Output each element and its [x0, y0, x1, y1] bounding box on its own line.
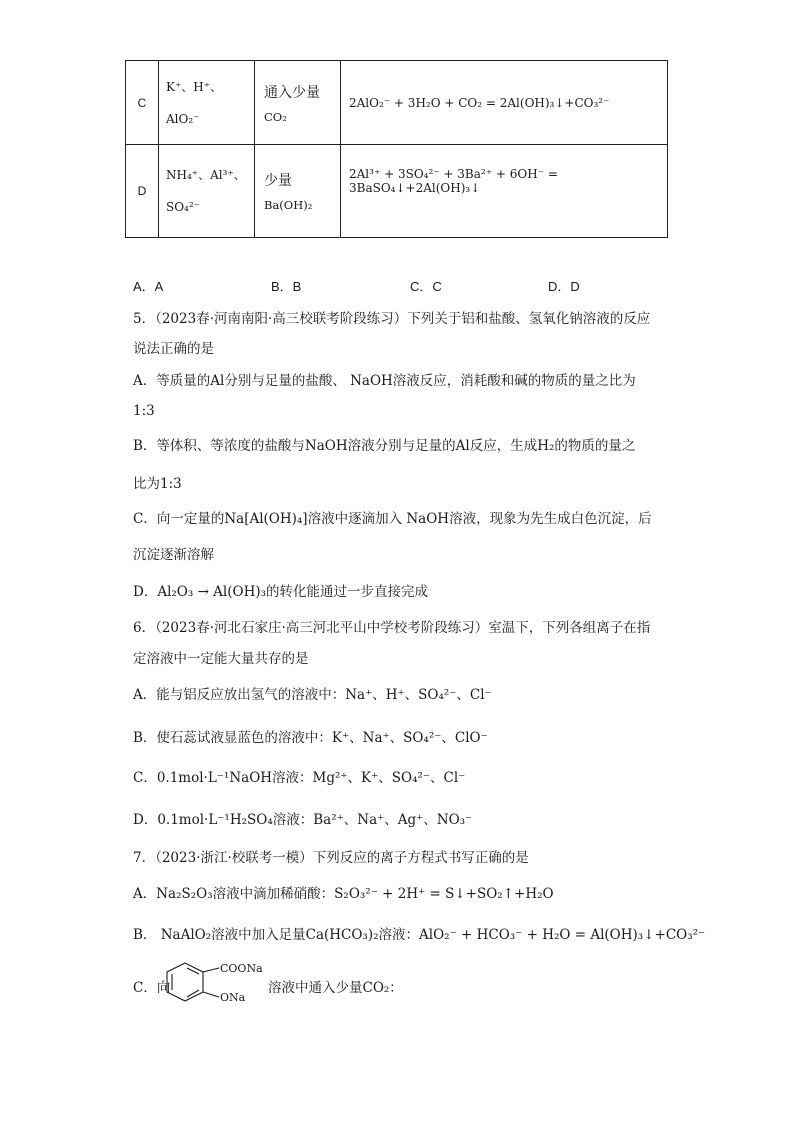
- bond-line: [203, 992, 219, 997]
- table-row: [126, 61, 668, 145]
- ring-double-bond: [187, 990, 199, 997]
- condition-cell: [255, 61, 341, 145]
- ions-line: SO₄²⁻: [166, 200, 201, 214]
- q7-option-c-prefix: C．向: [133, 980, 171, 996]
- choice-c[interactable]: C．C: [410, 279, 442, 294]
- ions-cell: [159, 145, 255, 238]
- row-label: C: [126, 61, 159, 145]
- ions-line: K⁺、H⁺、: [166, 79, 223, 94]
- q6-stem: 6．（2023春·河北石家庄·高三河北平山中学校考阶段练习）室温下，下列各组离子在指: [133, 620, 651, 636]
- q5-option-c-cont: 沉淀逐渐溶解: [133, 547, 214, 563]
- condition-line: 通入少量: [264, 84, 320, 101]
- q5-option-a-cont: 1:3: [133, 403, 155, 419]
- ions-line: AlO₂⁻: [166, 111, 200, 126]
- equation-cell: [341, 145, 668, 238]
- equation-text: 2Al³⁺ + 3SO₄²⁻ + 3Ba²⁺ + 6OH⁻ = 3BaSO₄↓+2Al(OH)₃↓: [349, 167, 558, 195]
- q5-option-a: A．等质量的Al分别与足量的盐酸、 NaOH溶液反应，消耗酸和碱的物质的量之比为: [133, 373, 636, 389]
- q5-stem: 5．（2023春·河南南阳·高三校联考阶段练习）下列关于铝和盐酸、氢氧化钠溶液的反应: [133, 311, 651, 327]
- q5-stem-cont: 说法正确的是: [133, 341, 214, 357]
- q6-option-a: A．能与铝反应放出氢气的溶液中：Na⁺、H⁺、SO₄²⁻、Cl⁻: [133, 687, 492, 703]
- choice-d[interactable]: D．D: [548, 279, 580, 294]
- q7-option-a: A．Na₂S₂O₃溶液中滴加稀硝酸：S₂O₃²⁻ + 2H⁺ = S↓+SO₂↑+H₂O: [133, 886, 554, 902]
- substituent-bottom: ONa: [220, 991, 246, 1004]
- bond-line: [203, 968, 219, 972]
- choice-a[interactable]: A．A: [133, 279, 164, 294]
- equation-cell: [341, 61, 668, 145]
- q5-option-b-cont: 比为1:3: [133, 476, 182, 492]
- condition-cell: [255, 145, 341, 238]
- row-label: D: [126, 145, 159, 238]
- q5-option-d: D．Al₂O₃ → Al(OH)₃的转化能通过一步直接完成: [133, 584, 429, 600]
- table-row: [126, 145, 668, 238]
- ions-line: NH₄⁺、Al³⁺、: [166, 168, 246, 182]
- q7-option-b: B． NaAlO₂溶液中加入足量Ca(HCO₃)₂溶液：AlO₂⁻ + HCO₃⁻ + H₂O = Al(OH)₃↓+CO₃²⁻: [133, 927, 706, 943]
- q7-option-c-suffix: 溶液中通入少量CO₂：: [268, 980, 403, 996]
- q6-option-c: C．0.1mol·L⁻¹NaOH溶液：Mg²⁺、K⁺、SO₄²⁻、Cl⁻: [133, 770, 466, 786]
- condition-line: CO₂: [264, 109, 287, 124]
- ions-cell: [159, 61, 255, 145]
- choice-b[interactable]: B．B: [271, 279, 302, 294]
- options-table: [125, 60, 668, 238]
- answer-choices: [133, 276, 633, 296]
- q6-option-d: D．0.1mol·L⁻¹H₂SO₄溶液：Ba²⁺、Na⁺、Ag⁺、NO₃⁻: [133, 812, 473, 828]
- q7-stem: 7．（2023·浙江·校联考一模）下列反应的离子方程式书写正确的是: [133, 850, 529, 866]
- substituent-top: COONa: [220, 962, 263, 975]
- equation-text: 2AlO₂⁻ + 3H₂O + CO₂ = 2Al(OH)₃↓+CO₃²⁻: [349, 95, 610, 110]
- benzene-structure-icon: [163, 960, 273, 1010]
- condition-line: 少量: [264, 173, 292, 189]
- q6-stem-cont: 定溶液中一定能大量共存的是: [133, 651, 309, 667]
- q5-option-c: C．向一定量的Na[Al(OH)₄]溶液中逐滴加入 NaOH溶液，现象为先生成白色沉淀，后: [133, 511, 652, 527]
- q5-option-b: B．等体积、等浓度的盐酸与NaOH溶液分别与足量的Al反应，生成H₂的物质的量之: [133, 438, 636, 454]
- q6-option-b: B．使石蕊试液显蓝色的溶液中：K⁺、Na⁺、SO₄²⁻、ClO⁻: [133, 730, 488, 746]
- condition-line: Ba(OH)₂: [264, 198, 313, 212]
